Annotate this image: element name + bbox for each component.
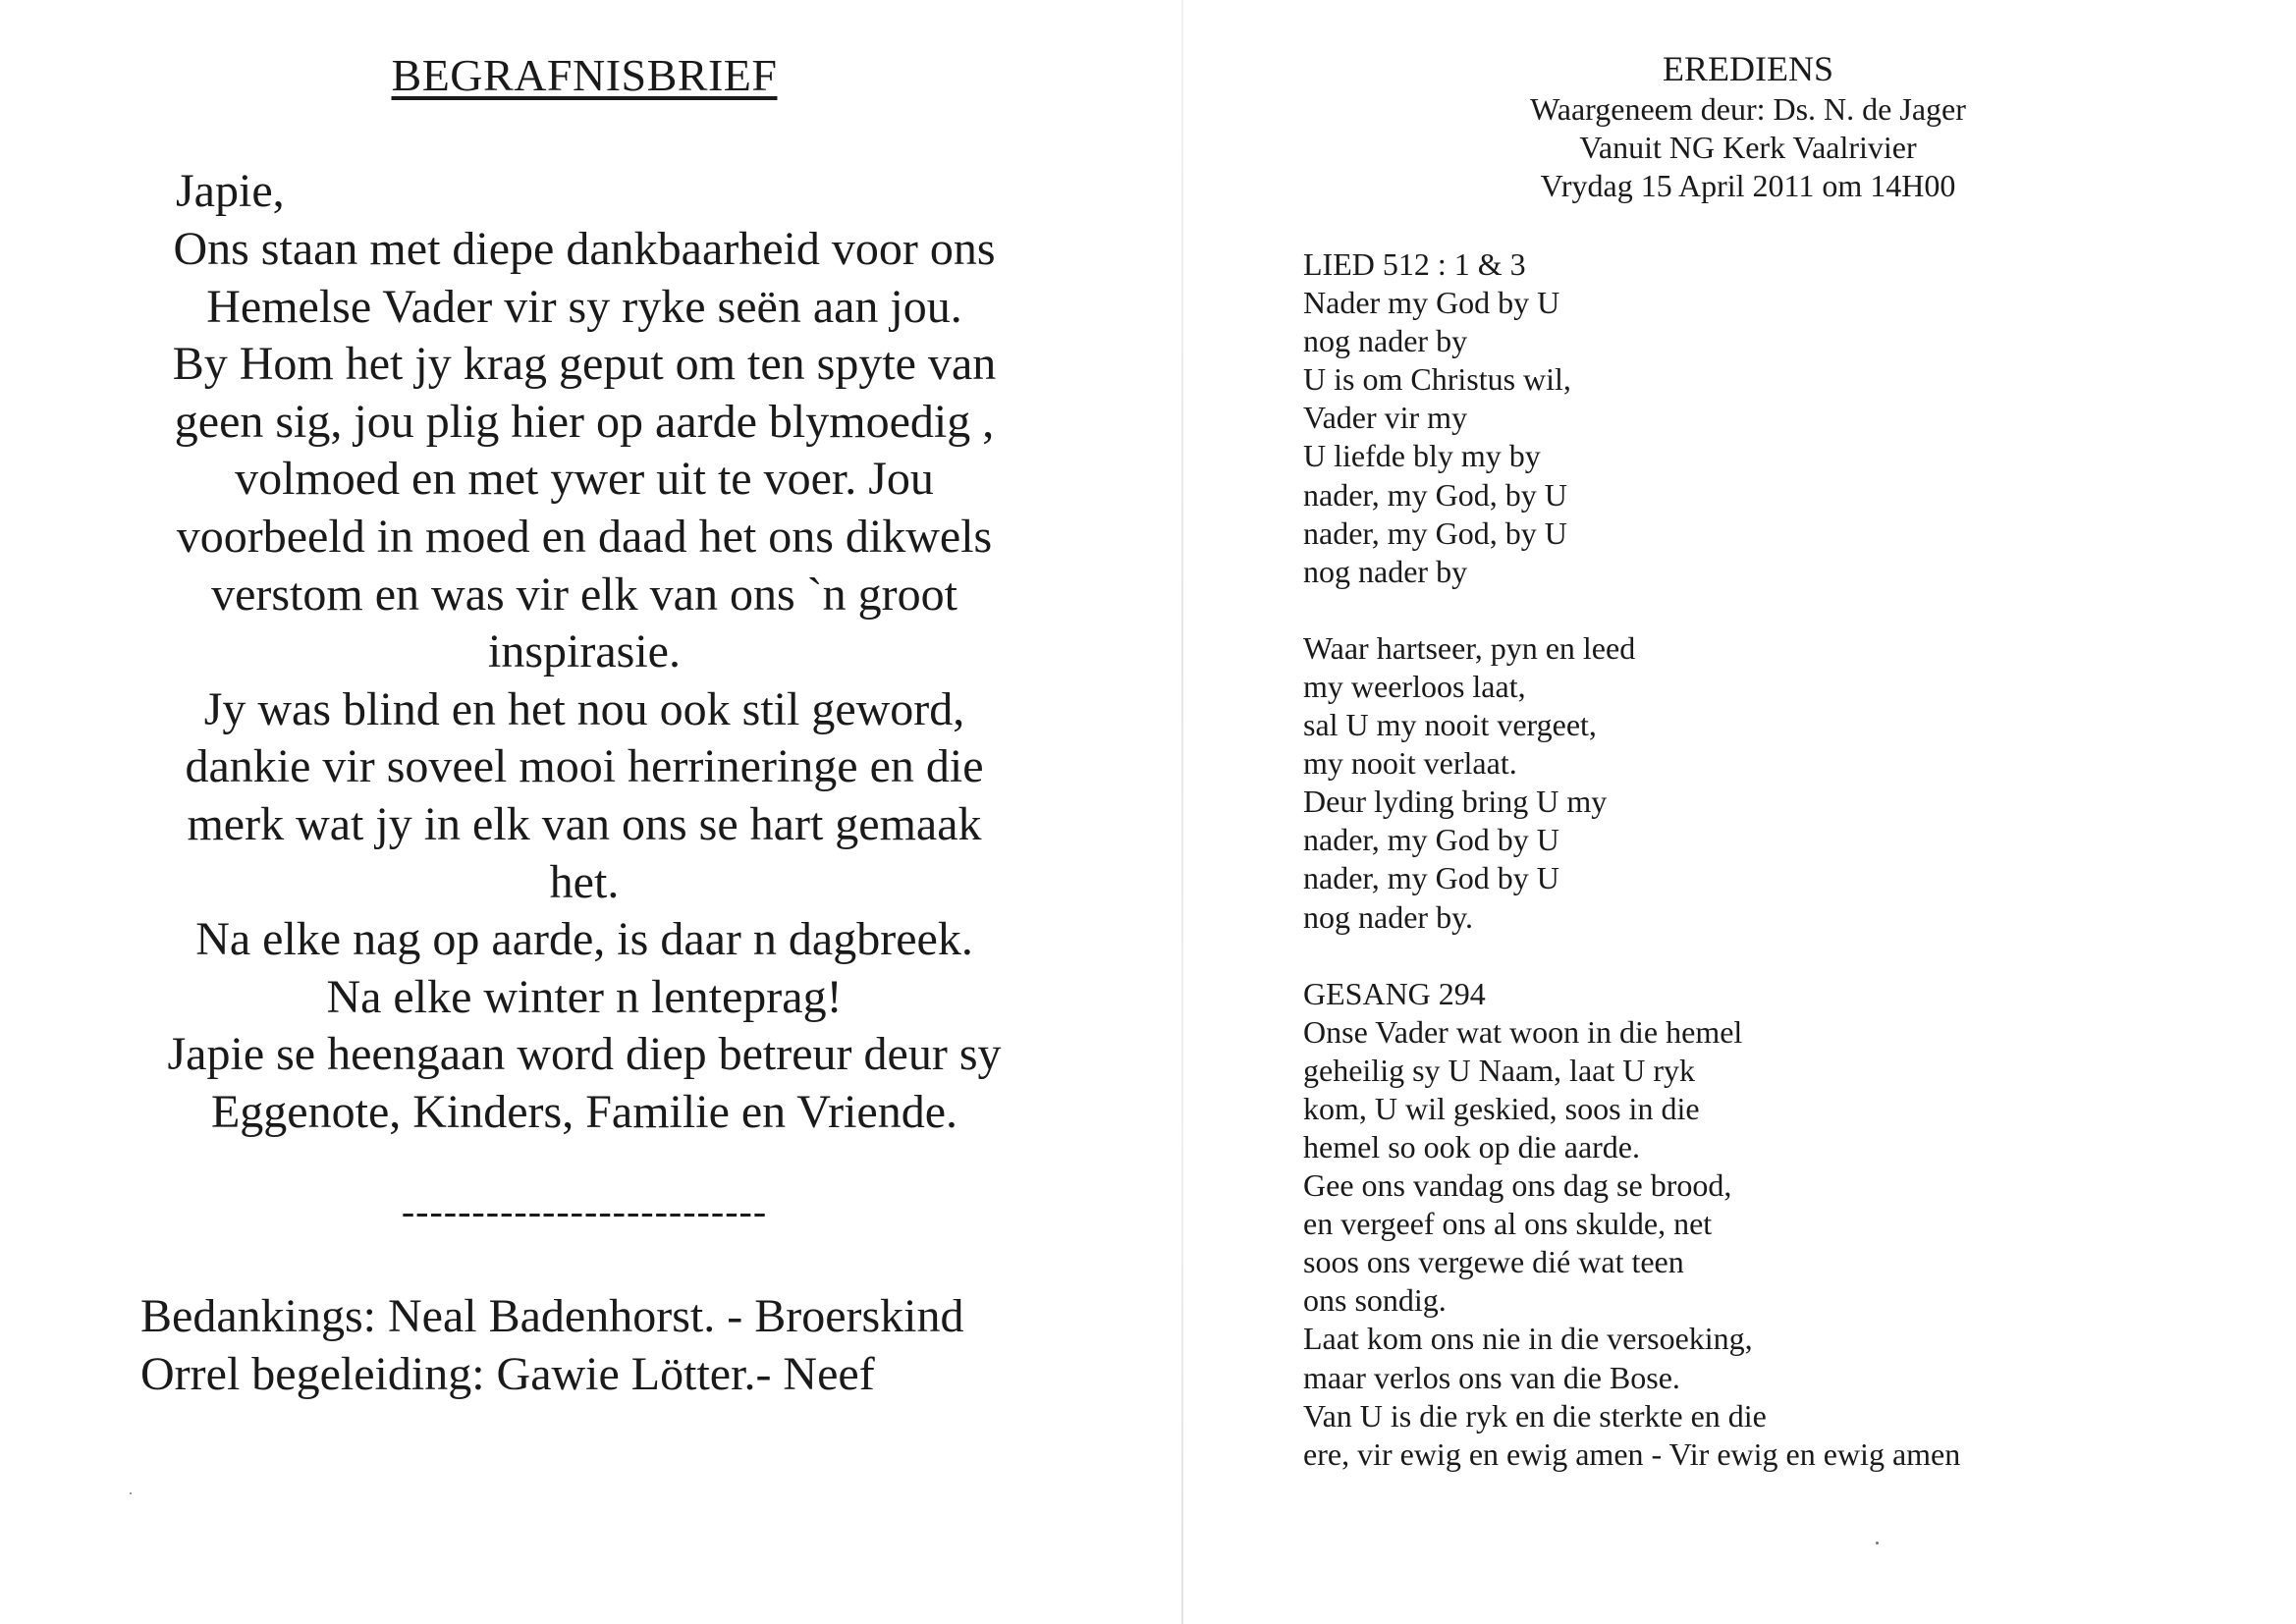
hymn-line: nader, my God, by U [1303,476,1567,513]
hymn-line: maar verlos ons van die Bose. [1303,1359,1680,1395]
letter-title: BEGRAFNISBRIEF [391,50,778,100]
hymn-list [1303,245,2187,1512]
hymn-line: sal U my nooit vergeet, [1303,707,1597,743]
hymn-line: ons sondig. [1303,1282,1447,1319]
letter-line: geen sig, jou plig hier op aarde blymoedig , [174,395,995,448]
letter-line: voorbeeld in moed en daad het ons dikwels [176,510,993,563]
service-header [1336,47,2160,205]
hymn-line: nader, my God, by U [1303,514,1567,551]
hymn-line: Laat kom ons nie in die versoeking, [1303,1321,1753,1357]
scan-speck [1876,1542,1879,1544]
letter-line: Ons staan met diepe dankbaarheid voor ons [173,223,996,275]
hymn-line: kom, U wil geskied, soos in die [1303,1090,1700,1126]
credit-line: Bedankings: Neal Badenhorst. - Broerskind [140,1290,964,1342]
hymn-block [1303,245,2187,591]
hymn-line: nader, my God by U [1303,822,1559,858]
hymn-line: ere, vir ewig en ewig amen - Vir ewig en ewig amen [1303,1435,1961,1472]
hymn-line: geheilig sy U Naam, laat U ryk [1303,1052,1695,1088]
hymn-line: U is om Christus wil, [1303,361,1571,398]
letter-line: verstom en was vir elk van ons `n groot [211,568,957,621]
service-officiant: Waargeneem deur: Ds. N. de Jager [1530,91,1966,127]
scan-speck [130,1492,132,1494]
letter-line: Na elke nag op aarde, is daar n dagbreek. [195,913,973,966]
hymn-line: my weerloos laat, [1303,668,1526,704]
hymn-line: Onse Vader wat woon in die hemel [1303,1013,1743,1050]
hymn-line: Gee ons vandag ons dag se brood, [1303,1167,1732,1204]
letter-line: volmoed en met ywer uit te voer. Jou [235,453,934,506]
service-title: EREDIENS [1663,49,1833,88]
credit-line: Orrel begeleiding: Gawie Lötter.- Neef [140,1347,875,1400]
letter-line: Jy was blind en het nou ook stil geword, [203,682,965,735]
letter-credits [140,1288,964,1403]
hymn-heading: LIED 512 : 1 & 3 [1303,246,1526,282]
letter-separator: -------------------------- [401,1189,768,1233]
hymn-block [1303,975,2187,1474]
hymn-line: Van U is die ryk en die sterkte en die [1303,1397,1767,1434]
hymn-line: en vergeef ons al ons skulde, net [1303,1206,1713,1242]
letter-line: dankie vir soveel mooi herrineringe en die [185,740,984,793]
letter-line: Hemelse Vader vir sy ryke seën aan jou. [206,280,962,333]
letter-line: Eggenote, Kinders, Familie en Vriende. [210,1085,958,1138]
hymn-line: soos ons vergewe dié wat teen [1303,1244,1684,1280]
letter-line: Na elke winter n lenteprag! [326,970,843,1023]
page-fold-line [1181,0,1183,1624]
hymn-line: nog nader by. [1303,898,1473,935]
hymn-line: nog nader by [1303,553,1468,589]
hymn-line: my nooit verlaat. [1303,745,1517,782]
letter-body [118,221,1051,1142]
hymn-heading: GESANG 294 [1303,975,1486,1011]
letter-greeting: Japie, [176,165,285,217]
letter-line: inspirasie. [488,625,681,678]
hymn-line: hemel so ook op die aarde. [1303,1128,1640,1164]
hymn-line: U liefde bly my by [1303,438,1541,474]
hymn-line: nader, my God by U [1303,860,1559,896]
hymn-line: Waar hartseer, pyn en leed [1303,629,1636,666]
letter-line: By Hom het jy krag geput om ten spyte van [172,338,997,391]
letter-line: merk wat jy in elk van ons se hart gemaak [187,797,982,850]
hymn-line: nog nader by [1303,323,1468,359]
hymn-block [1303,629,2187,937]
hymn-line: Nader my God by U [1303,285,1560,321]
hymn-line: Deur lyding bring U my [1303,784,1608,820]
letter-line: het. [549,855,620,908]
service-venue: Vanuit NG Kerk Vaalrivier [1579,130,1917,165]
letter-line: Japie se heengaan word diep betreur deur sy [167,1028,1002,1081]
service-datetime: Vrydag 15 April 2011 om 14H00 [1540,168,1956,203]
hymn-line: Vader vir my [1303,400,1468,436]
